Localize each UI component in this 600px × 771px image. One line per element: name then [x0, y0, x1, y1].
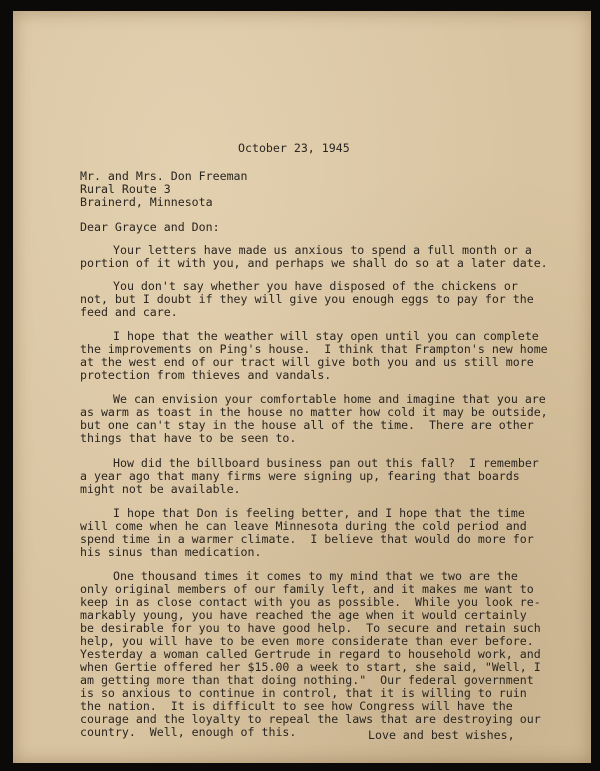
body-line: I hope that the weather will stay open until you can complete — [113, 329, 539, 343]
letter-date: October 23, 1945 — [238, 141, 350, 155]
body-line: but one can't stay in the house all of the time. There are other — [80, 418, 534, 432]
body-line: You don't say whether you have disposed of the chickens or — [113, 279, 518, 293]
recipient-name: Mr. and Mrs. Don Freeman — [80, 169, 248, 183]
body-line: courage and the loyalty to repeal the laws that are destroying our — [80, 712, 541, 726]
body-line: Your letters have made us anxious to spend a full month or a — [113, 243, 532, 257]
body-line: at the west end of our tract will give both you and us still more — [80, 355, 534, 369]
recipient-address-line: Rural Route 3 — [80, 182, 171, 196]
body-line: am getting more than that doing nothing." Our federal government — [80, 673, 534, 687]
body-line: only original members of our family left, and it makes me want to — [80, 582, 534, 596]
letter-page — [13, 11, 591, 763]
body-line: is so anxious to continue in control, that it is willing to ruin — [80, 686, 527, 700]
body-line: the nation. It is difficult to see how Congress will have the — [80, 699, 513, 713]
body-line: be desirable for you to have good help. To secure and retain such — [80, 621, 541, 635]
closing: Love and best wishes, — [368, 728, 515, 742]
body-line: not, but I doubt if they will give you enough eggs to pay for the — [80, 292, 534, 306]
body-line: country. Well, enough of this. — [80, 725, 297, 739]
body-line: the improvements on Ping's house. I think that Frampton's new home — [80, 342, 548, 356]
body-line: will come when he can leave Minnesota during the cold period and — [80, 519, 527, 533]
body-line: protection from thieves and vandals. — [80, 368, 332, 382]
body-line: his sinus than medication. — [80, 545, 262, 559]
body-line: might not be available. — [80, 482, 241, 496]
body-line: Yesterday a woman called Gertrude in regard to household work, and — [80, 647, 541, 661]
body-line: keep in as close contact with you as possible. While you look re- — [80, 595, 541, 609]
body-line: spend time in a warmer climate. I believe that would do more for — [80, 532, 534, 546]
body-line: things that have to be seen to. — [80, 431, 297, 445]
body-line: How did the billboard business pan out this fall? I remember — [113, 456, 539, 470]
body-line: a year ago that many firms were signing up, fearing that boards — [80, 469, 520, 483]
body-line: as warm as toast in the house no matter how cold it may be outside, — [80, 405, 548, 419]
body-line: when Gertie offered her $15.00 a week to start, she said, "Well, I — [80, 660, 541, 674]
body-line: One thousand times it comes to my mind that we two are the — [113, 569, 518, 583]
body-line: portion of it with you, and perhaps we shall do so at a later date. — [80, 256, 548, 270]
body-line: markably young, you have reached the age when it would certainly — [80, 608, 527, 622]
body-line: We can envision your comfortable home and imagine that you are — [113, 392, 546, 406]
body-line: I hope that Don is feeling better, and I hope that the time — [113, 506, 525, 520]
recipient-city-line: Brainerd, Minnesota — [80, 195, 213, 209]
salutation: Dear Grayce and Don: — [80, 220, 220, 234]
body-line: feed and care. — [80, 305, 178, 319]
body-line: help, you will have to be even more considerate than ever before. — [80, 634, 534, 648]
